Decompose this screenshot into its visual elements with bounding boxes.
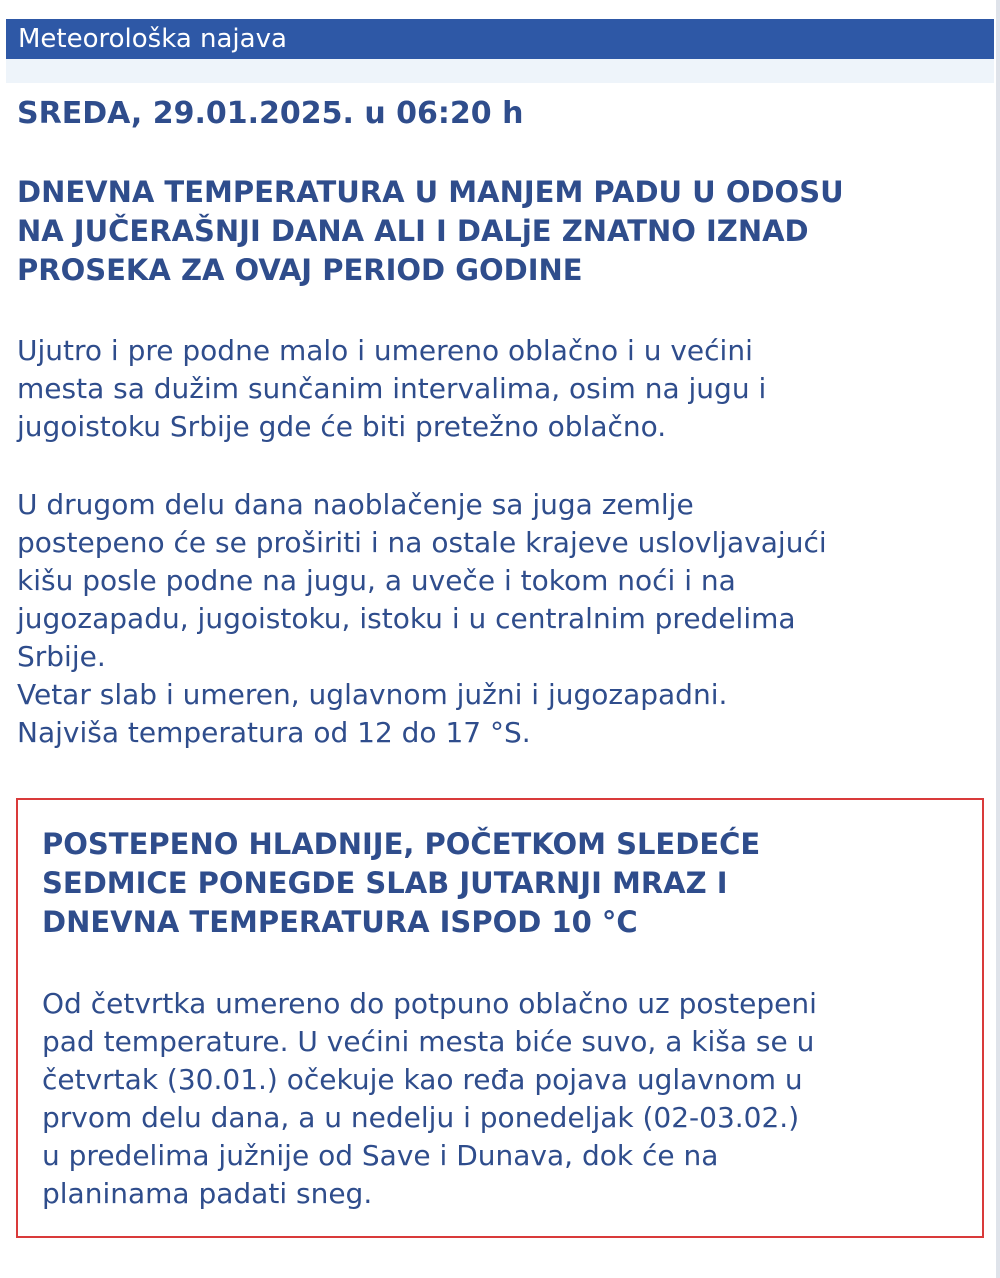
forecast-headline [17,173,987,290]
page-right-border [996,0,1000,1278]
forecast-headline-line: DNEVNA TEMPERATURA U MANJEM PADU U ODOSU [17,175,844,209]
header-title: Meteorološka najava [6,19,994,59]
outlook-headline-line: SEDMICE PONEGDE SLAB JUTARNJI MRAZ I [42,866,728,900]
paragraph-line: Vetar slab i umeren, uglavnom južni i jugozapadni. [17,678,728,711]
paragraph-line: Od četvrtka umereno do potpuno oblačno uz postepeni [42,987,817,1020]
outlook-headline-line: POSTEPENO HLADNIJE, POČETKOM SLEDEĆE [42,827,761,861]
paragraph-line: Srbije. [17,640,106,673]
forecast-paragraph-afternoon [17,486,992,752]
outlook-headline [42,825,972,942]
outlook-headline-line: DNEVNA TEMPERATURA ISPOD 10 °C [42,905,638,939]
paragraph-line: kišu posle podne na jugu, a uveče i tokom noći i na [17,564,736,597]
outlook-box [16,798,984,1238]
paragraph-line: postepeno će se proširiti i na ostale krajeve uslovljavajući [17,526,827,559]
forecast-headline-line: PROSEKA ZA OVAJ PERIOD GODINE [17,253,583,287]
forecast-headline-line: NA JUČERAŠNJI DANA ALI I DALjE ZNATNO IZNAD [17,214,809,248]
paragraph-line: jugozapadu, jugoistoku, istoku i u centralnim predelima [17,602,796,635]
forecast-date: SREDA, 29.01.2025. u 06:20 h [17,96,524,131]
paragraph-line: prvom delu dana, a u nedelju i ponedeljak (02-03.02.) [42,1101,800,1134]
forecast-paragraph-morning [17,332,992,446]
paragraph-line: Ujutro i pre podne malo i umereno oblačno i u većini [17,334,753,367]
paragraph-line: Najviša temperatura od 12 do 17 °S. [17,716,531,749]
paragraph-line: planinama padati sneg. [42,1177,373,1210]
paragraph-line: U drugom delu dana naoblačenje sa juga zemlje [17,488,694,521]
paragraph-line: četvrtak (30.01.) očekuje kao ređa pojava uglavnom u [42,1063,803,1096]
paragraph-line: mesta sa dužim sunčanim intervalima, osim na jugu i [17,372,767,405]
paragraph-line: u predelima južnije od Save i Dunava, dok će na [42,1139,719,1172]
paragraph-line: jugoistoku Srbije gde će biti pretežno oblačno. [17,410,667,443]
paragraph-line: pad temperature. U većini mesta biće suvo, a kiša se u [42,1025,815,1058]
outlook-paragraph [42,985,972,1213]
